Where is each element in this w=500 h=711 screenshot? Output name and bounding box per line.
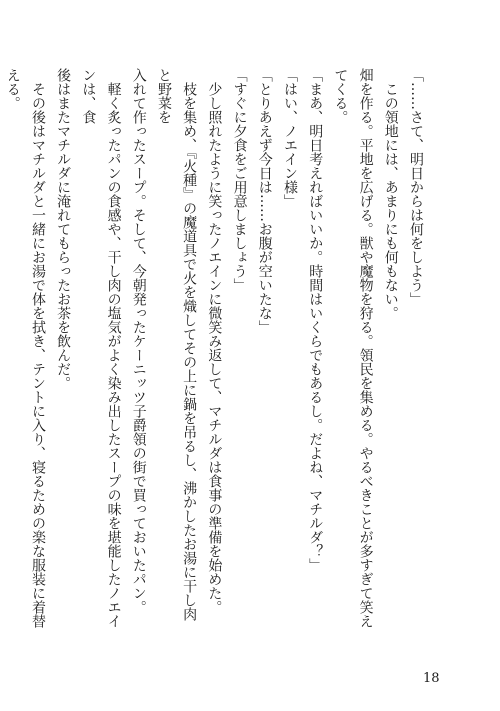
narration-line: その後はマチルダと一緒にお湯で体を拭き、テントに入り、寝るための楽な服装に着替える。 (4, 68, 46, 628)
narration-line: 後はまたマチルダに淹れてもらったお茶を飲んだ。 (55, 68, 72, 390)
dialogue-line: 「はい、ノエイン様」 (281, 68, 298, 208)
dialogue-line: 「とりあえず今日は……お腹が空いたな」 (256, 68, 273, 334)
narration-line: 少し照れたように笑ったノエインに微笑み返して、マチルダは食事の準備を始めた。 (206, 82, 223, 614)
dialogue-line: 「すぐに夕食をご用意しましょう」 (231, 68, 248, 292)
narration-line: 畑を作る。平地を広げる。獣や魔物を狩る。領民を集める。やるべきことが多すぎて笑えてくる。 (332, 68, 374, 628)
vertical-text-body (0, 68, 428, 634)
narration-line: 入れて作ったスープ。そして、今朝発ったケーニッツ子爵領の街で買っておいたパン。 (130, 68, 147, 614)
page-number: 18 (423, 671, 440, 686)
narration-line: 枝を集め、『火種』の魔道具で火を熾してその上に鍋を吊るし、沸かしたお湯に干し肉と野菜を (155, 68, 198, 621)
dialogue-line: 「まあ、明日考えればいいか。時間はいくらでもあるし。だよね、マチルダ？」 (307, 68, 324, 572)
narration-line: 軽く炙ったパンの食感や、干し肉の塩気がよく染み出したスープの味を堪能したノエインは、食 (80, 68, 122, 628)
narration-line: この領地には、あまりにも何もない。 (382, 82, 399, 320)
dialogue-line: 「……さて、明日からは何をしよう」 (408, 68, 424, 306)
